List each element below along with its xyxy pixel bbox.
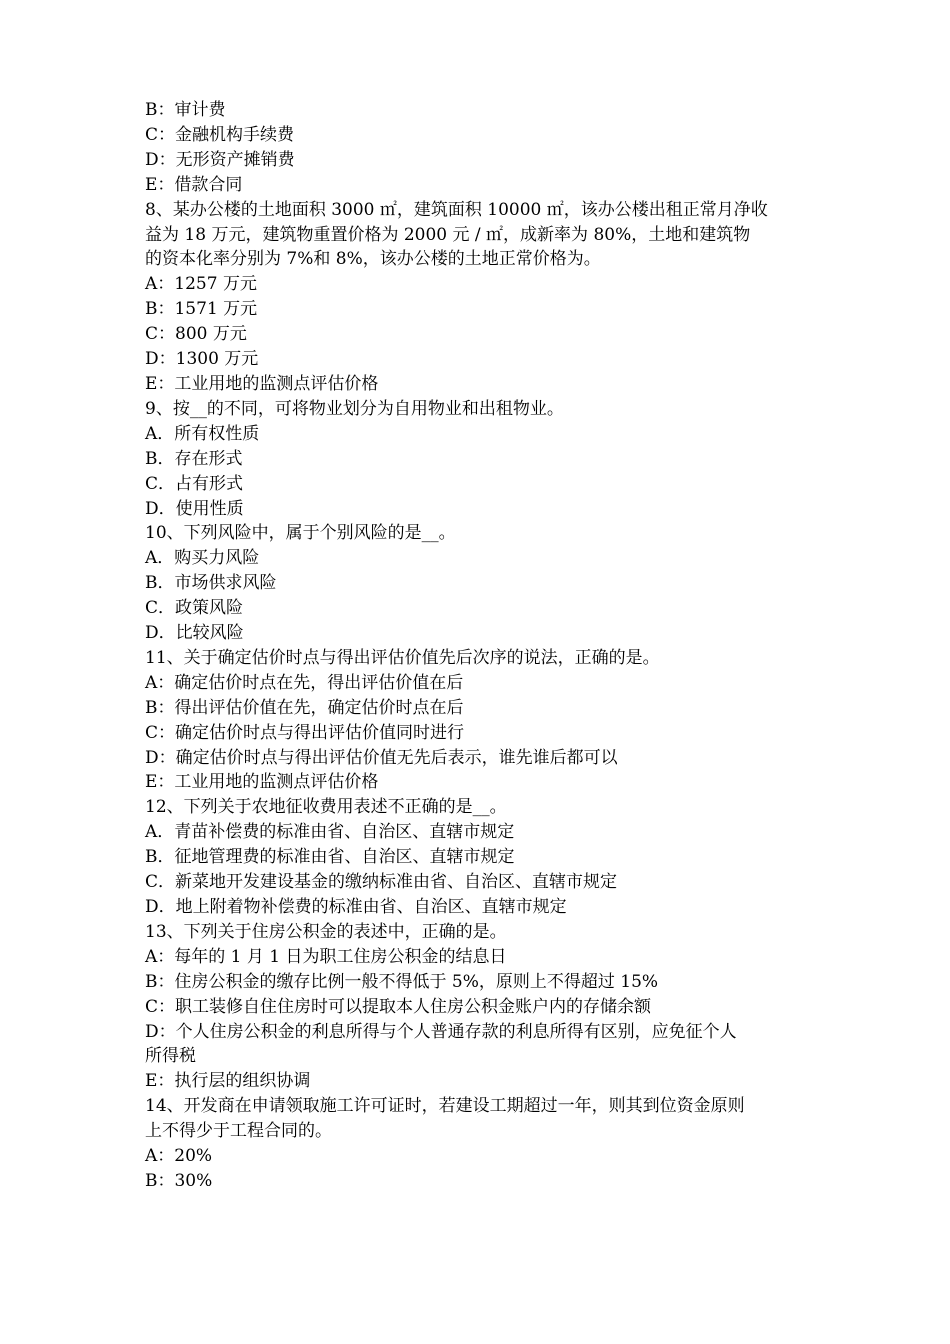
text-line: 8、某办公楼的土地面积 3000 ㎡，建筑面积 10000 ㎡，该办公楼出租正常月净收 (145, 199, 768, 220)
text-line: 14、开发商在申请领取施工许可证时，若建设工期超过一年，则其到位资金原则 (145, 1096, 745, 1117)
text-line: A：每年的 1 月 1 日为职工住房公积金的结息日 (145, 946, 507, 967)
text-line: D．比较风险 (145, 623, 244, 644)
text-line: C：确定估价时点与得出评估价值同时进行 (145, 722, 465, 743)
text-line: 11、关于确定估价时点与得出评估价值先后次序的说法，正确的是。 (145, 647, 660, 668)
text-line: 的资本化率分别为 7%和 8%，该办公楼的土地正常价格为。 (145, 249, 601, 270)
text-line: A：1257 万元 (145, 274, 257, 295)
text-line: 13、下列关于住房公积金的表述中，正确的是。 (145, 921, 507, 942)
text-line: E：执行层的组织协调 (145, 1071, 311, 1092)
text-line: E：工业用地的监测点评估价格 (145, 772, 379, 793)
text-line: B：住房公积金的缴存比例一般不得低于 5%，原则上不得超过 15% (145, 971, 659, 992)
text-line: 10、下列风险中，属于个别风险的是__。 (145, 523, 456, 544)
text-line: D：无形资产摊销费 (145, 149, 295, 170)
text-line: C：金融机构手续费 (145, 124, 295, 145)
text-line: B．市场供求风险 (145, 573, 277, 594)
text-line: D．地上附着物补偿费的标准由省、自治区、直辖市规定 (145, 897, 567, 917)
text-line: C．政策风险 (145, 598, 244, 619)
text-line: D：个人住房公积金的利息所得与个人普通存款的利息所得有区别，应免征个人 (145, 1021, 737, 1042)
text-line: 上不得少于工程合同的。 (145, 1121, 332, 1142)
text-line: 12、下列关于农地征收费用表述不正确的是__。 (145, 797, 507, 818)
text-line: A：20% (145, 1146, 213, 1167)
text-line: 所得税 (145, 1046, 196, 1067)
document-page (145, 98, 815, 1194)
text-line: D．使用性质 (145, 498, 244, 519)
text-line: B．征地管理费的标准由省、自治区、直辖市规定 (145, 847, 515, 868)
text-line: B：1571 万元 (145, 299, 258, 320)
text-line: D：1300 万元 (145, 349, 259, 370)
text-line: C：800 万元 (145, 324, 247, 345)
text-line: A．购买力风险 (145, 548, 260, 569)
text-line: B．存在形式 (145, 448, 243, 469)
text-line: B：30% (145, 1170, 213, 1191)
text-line: E：工业用地的监测点评估价格 (145, 373, 379, 394)
text-line: E：借款合同 (145, 174, 243, 195)
text-line: D：确定估价时点与得出评估价值无先后表示，谁先谁后都可以 (145, 747, 618, 768)
text-line: A：确定估价时点在先，得出评估价值在后 (145, 672, 464, 693)
text-line: A．青苗补偿费的标准由省、自治区、直辖市规定 (145, 822, 515, 843)
text-line: C．占有形式 (145, 473, 244, 494)
text-line: C．新菜地开发建设基金的缴纳标准由省、自治区、直辖市规定 (145, 872, 618, 893)
text-line: B：审计费 (145, 100, 226, 120)
text-line: A．所有权性质 (145, 423, 260, 444)
text-line: C：职工装修自住住房时可以提取本人住房公积金账户内的存储余额 (145, 996, 652, 1017)
text-line: B：得出评估价值在先，确定估价时点在后 (145, 697, 464, 718)
text-line: 益为 18 万元，建筑物重置价格为 2000 元 / ㎡，成新率为 80%，土地和建筑物 (145, 224, 751, 245)
text-line: 9、按__的不同，可将物业划分为自用物业和出租物业。 (145, 398, 564, 419)
